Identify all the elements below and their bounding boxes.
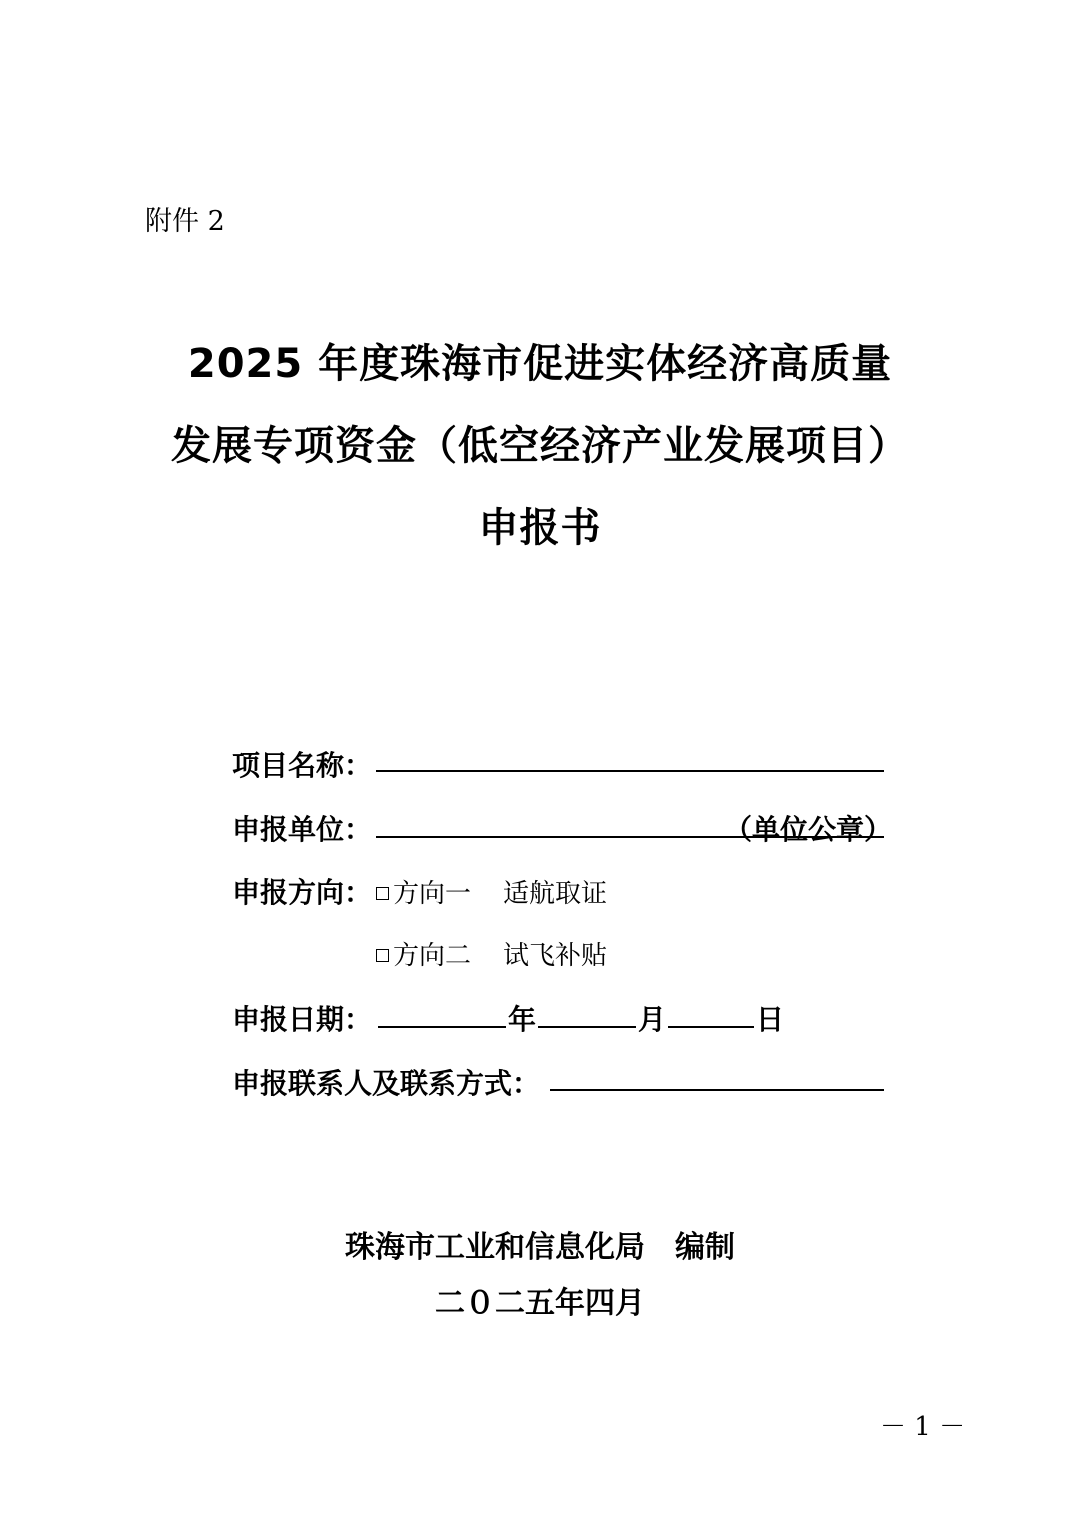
title-line-1: 2025 年度珠海市促进实体经济高质量 bbox=[187, 341, 893, 387]
attachment-label: 附件 2 bbox=[145, 206, 225, 237]
contact-field[interactable] bbox=[550, 1089, 884, 1091]
direction-option-1[interactable] bbox=[376, 873, 607, 910]
direction-label: 申报方向： bbox=[232, 876, 373, 909]
date-day-char: 日 bbox=[756, 1003, 785, 1036]
project-name-field[interactable] bbox=[376, 770, 884, 772]
checkbox-icon[interactable] bbox=[376, 949, 389, 962]
applicant-label: 申报单位： bbox=[232, 813, 373, 846]
date-month-field[interactable] bbox=[538, 1026, 636, 1028]
direction-option-1-desc: 适航取证 bbox=[503, 879, 608, 909]
contact-label: 申报联系人及联系方式： bbox=[232, 1067, 541, 1100]
date-month-char: 月 bbox=[638, 1003, 667, 1036]
direction-option-2-desc: 试飞补贴 bbox=[503, 941, 608, 971]
issue-date: 二０二五年四月 bbox=[435, 1286, 645, 1321]
direction-option-2[interactable] bbox=[376, 935, 607, 972]
title-line-2: 发展专项资金（低空经济产业发展项目） bbox=[171, 423, 909, 469]
project-name-label: 项目名称： bbox=[232, 749, 373, 782]
date-label: 申报日期： bbox=[232, 1003, 373, 1036]
direction-option-1-name: 方向一 bbox=[393, 879, 472, 909]
date-day-field[interactable] bbox=[668, 1026, 754, 1028]
checkbox-icon[interactable] bbox=[376, 887, 389, 900]
direction-option-2-name: 方向二 bbox=[393, 941, 472, 971]
page-number: － 1 － bbox=[880, 1412, 966, 1442]
issuer-line: 珠海市工业和信息化局 编制 bbox=[345, 1230, 735, 1265]
applicant-seal-note: （单位公章） bbox=[724, 813, 893, 846]
date-year-field[interactable] bbox=[378, 1026, 506, 1028]
title-line-3: 申报书 bbox=[478, 505, 602, 551]
date-year-char: 年 bbox=[508, 1003, 537, 1036]
